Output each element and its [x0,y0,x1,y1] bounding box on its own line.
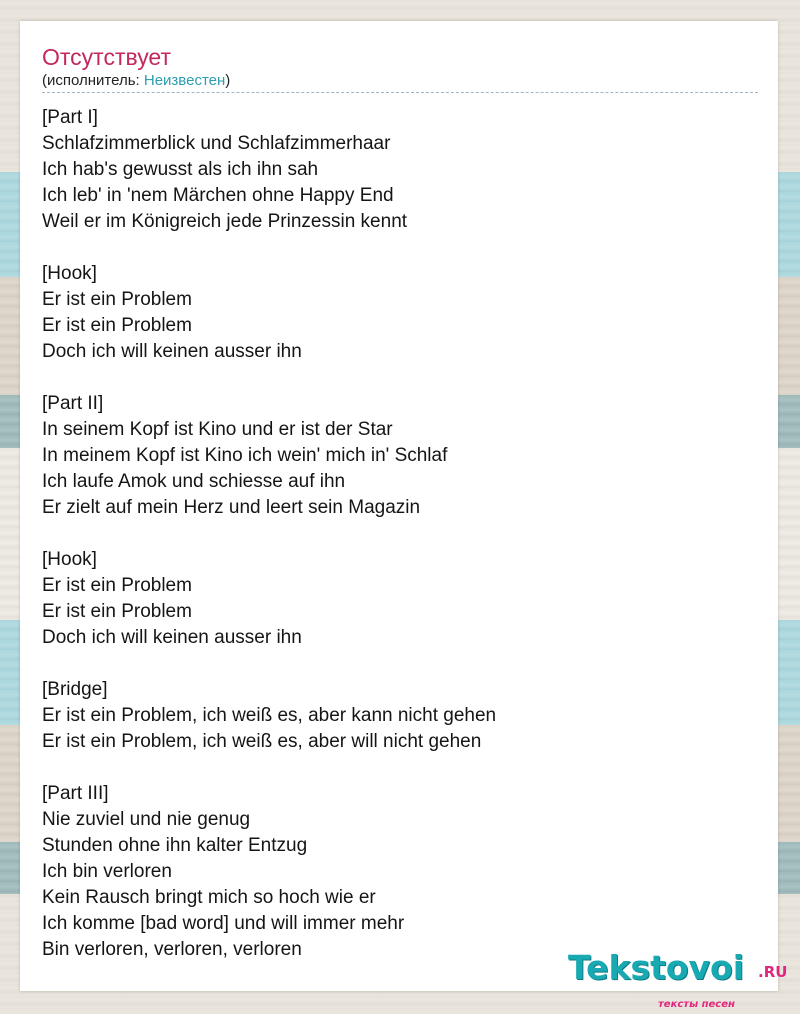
lyric-line: Nie zuviel und nie genug [42,809,251,830]
artist-suffix: ) [225,72,231,89]
lyric-line [42,235,758,261]
lyric-line: Schlafzimmerblick und Schlafzimmerhaar [42,133,391,154]
lyric-line: [Part III] [42,783,109,804]
lyric-line: Er ist ein Problem [42,575,192,596]
lyric-line: Er ist ein Problem [42,315,192,336]
lyric-line [42,755,758,781]
lyric-line: Ich bin verloren [42,861,172,882]
artist-link[interactable]: Неизвестен [143,72,226,89]
lyric-line: [Bridge] [42,679,108,700]
lyric-line: Ich komme [bad word] und will immer mehr [42,913,405,934]
lyric-line: [Hook] [42,263,97,284]
lyric-line: [Hook] [42,549,97,570]
lyric-line: Er ist ein Problem, ich weiß es, aber kann nicht gehen [42,705,497,726]
lyric-line: In meinem Kopf ist Kino ich wein' mich in' Schlaf [42,445,448,466]
artist-line [42,71,758,93]
lyric-line: Er zielt auf mein Herz und leert sein Magazin [42,497,421,518]
logo-name: Tekstovoi [568,948,745,987]
logo-tagline: тексты песен [658,999,735,1010]
lyric-line: Ich laufe Amok und schiesse auf ihn [42,471,346,492]
lyric-line: Er ist ein Problem, ich weiß es, aber will nicht gehen [42,731,482,752]
lyric-line: [Part I] [42,107,98,128]
lyric-line: In seinem Kopf ist Kino und er ist der Star [42,419,393,440]
song-header [42,43,758,93]
lyric-line: Er ist ein Problem [42,289,192,310]
site-logo[interactable] [568,948,788,1010]
artist-prefix: (исполнитель: [42,72,144,89]
lyric-line: Doch ich will keinen ausser ihn [42,627,302,648]
lyric-line: Ich hab's gewusst als ich ihn sah [42,159,319,180]
lyric-line [42,651,758,677]
lyric-line: Stunden ohne ihn kalter Entzug [42,835,308,856]
lyric-line: Ich leb' in 'nem Märchen ohne Happy End [42,185,394,206]
lyric-line: Weil er im Königreich jede Prinzessin kennt [42,211,408,232]
lyric-line: Er ist ein Problem [42,601,192,622]
lyrics-card [20,21,788,1010]
song-title: Отсутствует [42,44,171,70]
lyrics-text [42,105,758,963]
lyric-line [42,365,758,391]
logo-tld: .RU [758,963,788,981]
lyric-line: Doch ich will keinen ausser ihn [42,341,302,362]
lyric-line: Kein Rausch bringt mich so hoch wie er [42,887,376,908]
lyric-line: [Part II] [42,393,104,414]
lyric-line: Bin verloren, verloren, verloren [42,939,302,960]
lyric-line [42,521,758,547]
